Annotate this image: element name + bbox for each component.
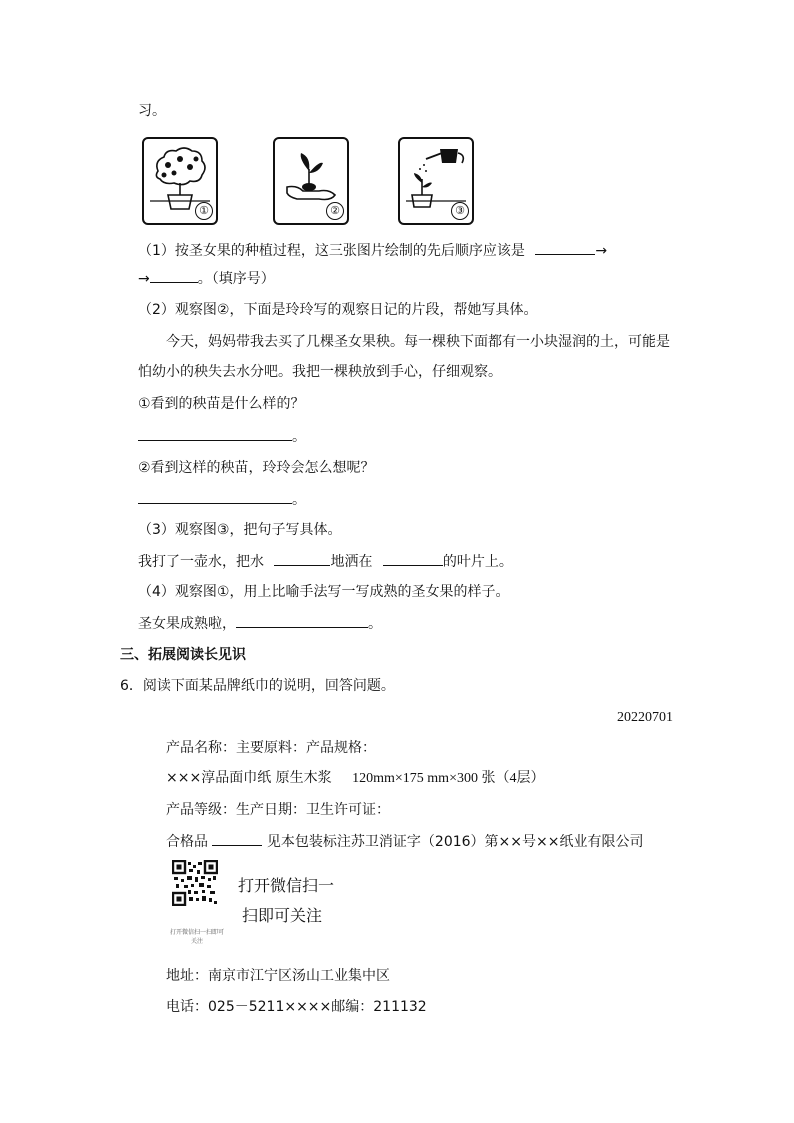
period: 。 [292,492,306,508]
product-row-4 [166,831,643,852]
answer-blank-3a[interactable] [274,551,330,566]
qr-text-line-2: 扫即可关注 [242,906,323,925]
sub-question-1: ①看到的秧苗是什么样的？ [138,396,305,412]
diary-line-2: 怕幼小的秧失去水分吧。我把一棵秧放到手心，仔细观察。 [138,364,502,380]
product-license: 见本包装标注苏卫消证字（2016）第××号××纸业有限公司 [266,834,644,850]
qr-code-icon [172,860,218,906]
product-row-3: 产品等级：生产日期：卫生许可证： [166,802,390,818]
arrow-icon: → [138,271,150,287]
question-4-sentence [138,613,382,634]
product-grade: 合格品 [166,834,208,850]
answer-blank-1a[interactable] [535,240,595,255]
answer-blank-3b[interactable] [383,551,443,566]
sub-question-2: ②看到这样的秧苗，玲玲会怎么想呢？ [138,460,375,476]
sub-answer-1 [138,426,306,447]
answer-blank-1b[interactable] [150,268,198,283]
question-6: 6．阅读下面某品牌纸巾的说明，回答问题。 [120,678,395,694]
question-1-end: 。（填序号） [197,271,275,287]
underline-gap [212,831,262,846]
product-name: ×××淳品面巾纸 原生木浆 [166,770,332,786]
arrow-icon: → [595,243,608,259]
answer-blank-2a[interactable] [138,426,292,441]
question-1-text: （1）按圣女果的种植过程，这三张图片绘制的先后顺序应该是 [138,243,525,259]
question-1 [138,240,607,261]
sentence-part-c: 的叶片上。 [442,554,513,570]
sub-answer-2 [138,489,306,510]
section-heading: 三、拓展阅读长见识 [120,647,246,663]
sentence-start: 圣女果成熟啦， [138,616,236,632]
picture-3-number: ③ [451,202,469,220]
question-3-sentence [138,551,513,572]
period: 。 [368,616,382,632]
document-code: 20220701 [617,710,673,725]
product-phone: 电话：025－5211××××邮编：211132 [166,999,427,1015]
picture-1-number: ① [195,202,213,220]
product-spec: 120mm×175 mm×300 张（4层） [352,771,545,786]
qr-text-line-1: 打开微信扫一 [238,876,335,895]
product-address: 地址：南京市江宁区汤山工业集中区 [166,968,390,984]
answer-blank-2b[interactable] [138,489,292,504]
picture-1 [142,137,218,225]
period: 。 [292,429,306,445]
top-fragment: 习。 [138,103,166,119]
question-4: （4）观察图①，用上比喻手法写一写成熟的圣女果的样子。 [138,584,510,600]
picture-2-number: ② [326,202,344,220]
product-row-2 [166,768,544,789]
question-1-cont [138,268,275,289]
sentence-part-b: 地洒在 [330,554,373,570]
qr-caption: 打开微信扫一扫即可关注 [169,929,224,945]
picture-3 [398,137,474,225]
sentence-part-a: 我打了一壶水，把水 [138,554,264,570]
question-3: （3）观察图③，把句子写具体。 [138,522,342,538]
question-2: （2）观察图②，下面是玲玲写的观察日记的片段，帮她写具体。 [138,302,538,318]
picture-2 [273,137,349,225]
answer-blank-4[interactable] [236,613,368,628]
diary-line-1: 今天，妈妈带我去买了几棵圣女果秧。每一棵秧下面都有一小块湿润的土，可能是 [166,334,670,350]
product-row-1: 产品名称：主要原料：产品规格： [166,740,376,756]
